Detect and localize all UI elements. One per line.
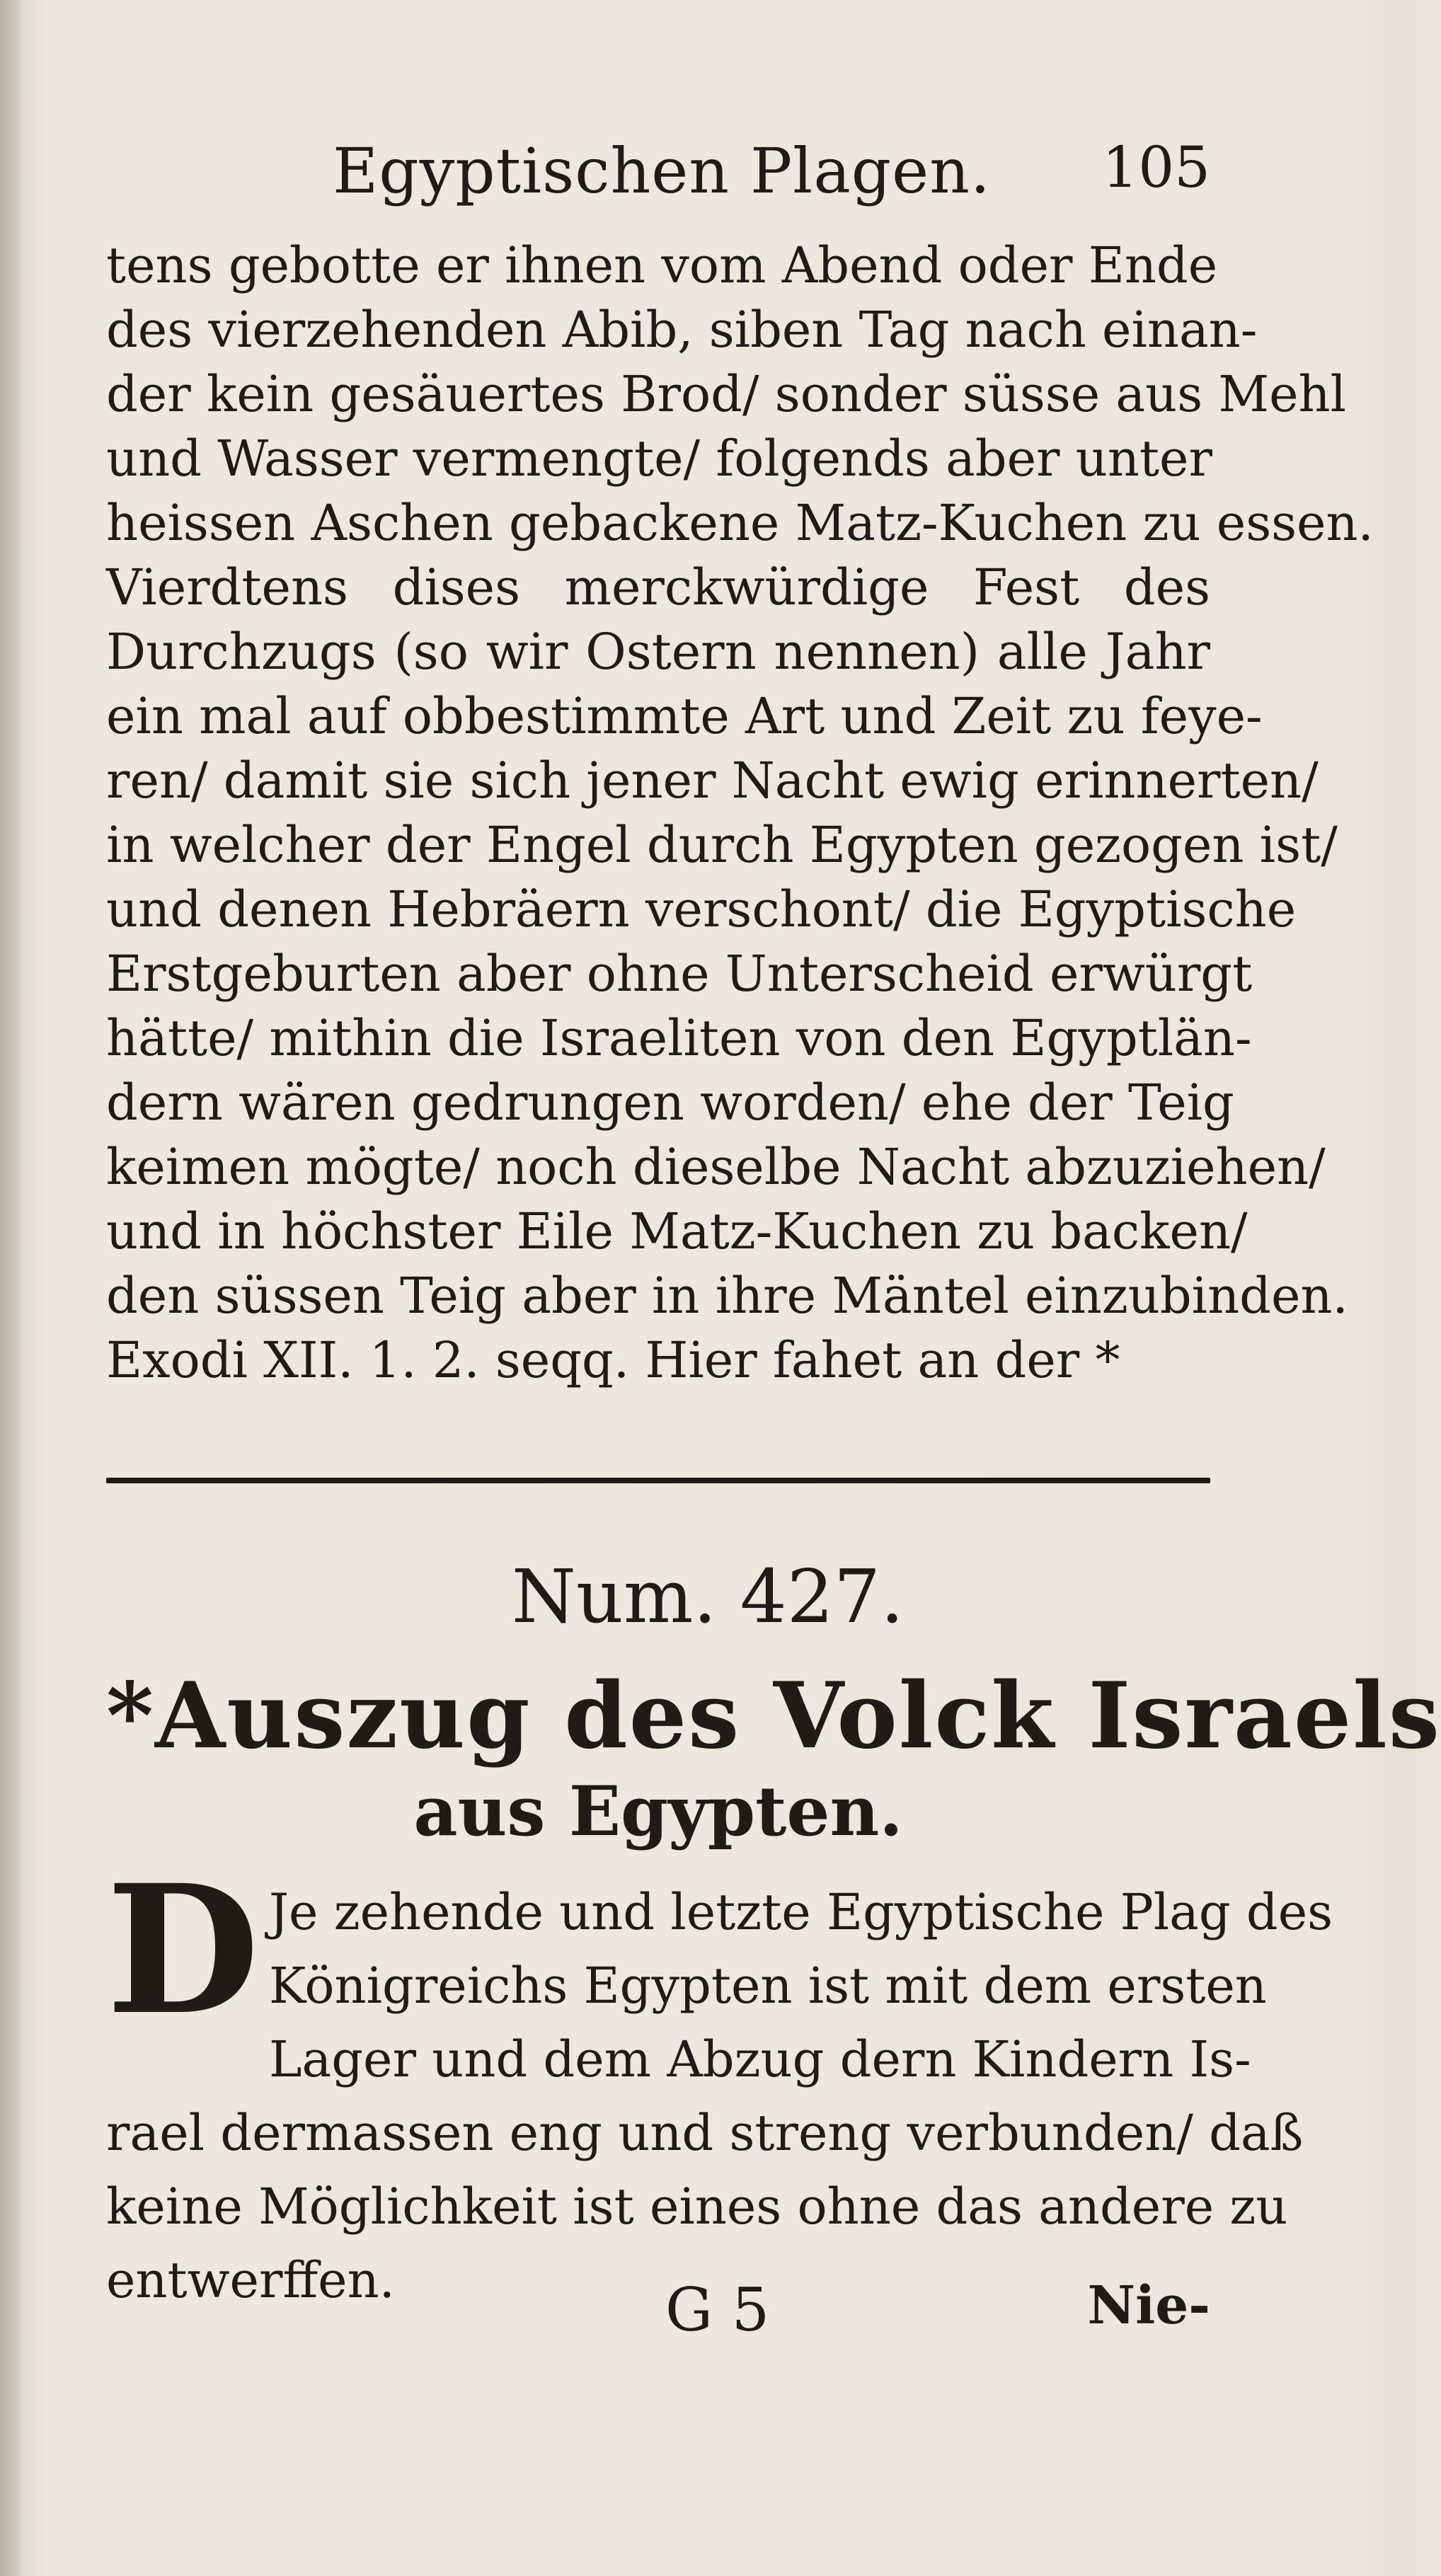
catchword: Nie- [1087, 2275, 1210, 2336]
text-line: und denen Hebräern verschont/ die Egyptische [106, 880, 1297, 938]
page-gutter-shadow [0, 0, 25, 2576]
text-line: ren/ damit sie sich jener Nacht ewig erinnerten/ [106, 752, 1319, 810]
text-line: tens gebotte er ihnen vom Abend oder Ende [106, 236, 1218, 294]
section-title-line-2: aus Egypten. [413, 1771, 903, 1851]
text-line: in welcher der Engel durch Egypten gezogen ist/ [106, 816, 1338, 874]
text-line: dern wären gedrungen worden/ ehe der Teig [106, 1074, 1234, 1132]
paragraph-line: Königreichs Egypten ist mit dem ersten [269, 1957, 1267, 2015]
paragraph-line: entwerffen. [106, 2251, 395, 2309]
text-line: hätte/ mithin die Israeliten von den Egyptlän- [106, 1009, 1252, 1067]
running-title: Egyptischen Plagen. [333, 134, 991, 207]
section-paragraph [106, 1846, 1333, 2317]
text-line: ein mal auf obbestimmte Art und Zeit zu feye- [106, 687, 1263, 745]
text-line-reference: Exodi XII. 1. 2. seqq. Hier fahet an der * [106, 1331, 1120, 1389]
section-divider-rule [106, 1478, 1210, 1483]
text-line: der kein gesäuertes Brod/ sonder süsse aus Mehl [106, 365, 1346, 423]
section-title-line-1: *Auszug des Volck Israels [106, 1663, 1441, 1769]
text-line: Vierdtens dises merckwürdige Fest des [106, 558, 1210, 616]
page-header [106, 106, 1210, 219]
paragraph-line: Je zehende und letzte Egyptische Plag des [269, 1883, 1333, 1941]
paragraph-line: keine Möglichkeit ist eines ohne das andere zu [106, 2178, 1288, 2236]
upper-text-block [106, 234, 1374, 1393]
section-title [106, 1663, 1441, 1854]
text-line: Erstgeburten aber ohne Unterscheid erwürgt [106, 945, 1253, 1003]
drop-cap: D [106, 1846, 260, 2054]
page-number: 105 [1102, 134, 1210, 200]
text-line: und Wasser vermengte/ folgends aber unter [106, 430, 1212, 488]
text-line: des vierzehenden Abib, siben Tag nach einan- [106, 301, 1258, 359]
signature-mark: G 5 [665, 2275, 770, 2345]
text-line: heissen Aschen gebackene Matz-Kuchen zu essen. [106, 494, 1374, 552]
paragraph-line: Lager und dem Abzug dern Kindern Is- [269, 2030, 1251, 2088]
text-line: Durchzugs (so wir Ostern nennen) alle Jahr [106, 623, 1210, 681]
paragraph-line: rael dermassen eng und streng verbunden/ daß [106, 2104, 1304, 2162]
text-line: keimen mögte/ noch dieselbe Nacht abzuziehen/ [106, 1138, 1326, 1196]
text-line: den süssen Teig aber in ihre Mäntel einzubinden. [106, 1267, 1348, 1325]
text-line: und in höchster Eile Matz-Kuchen zu backen/ [106, 1202, 1248, 1260]
section-number: Num. 427. [511, 1553, 905, 1640]
